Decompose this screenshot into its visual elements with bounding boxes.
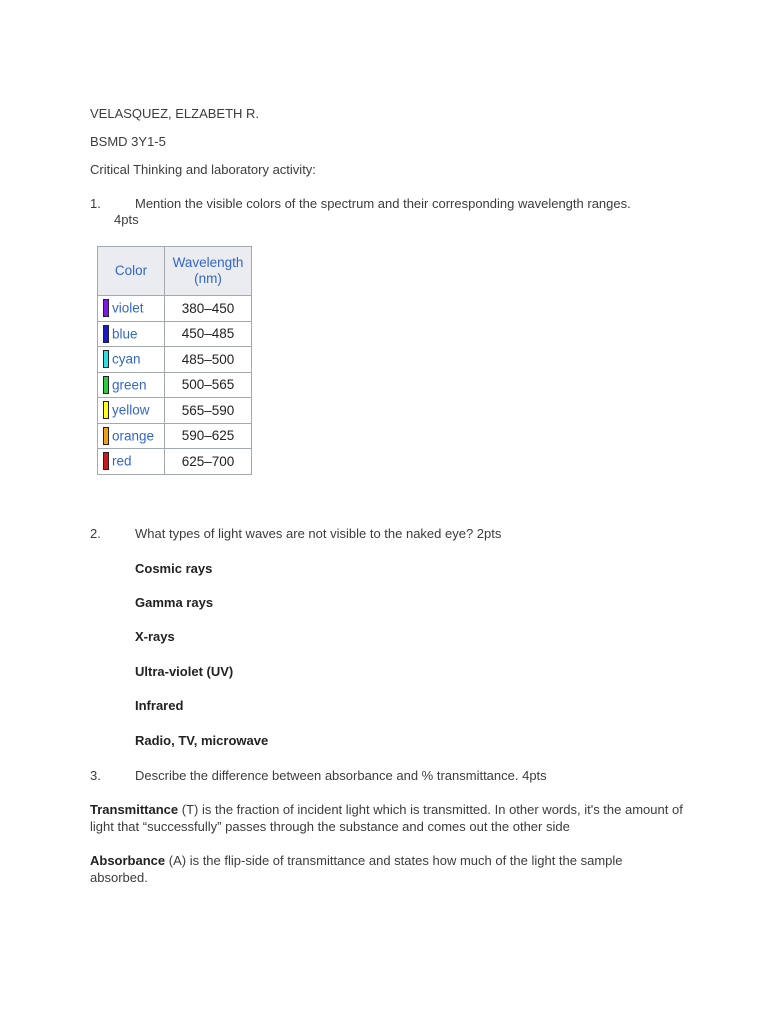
table-header-row	[98, 247, 252, 296]
header-wavelength-line2: (nm)	[194, 271, 222, 286]
answer-ultraviolet: Ultra-violet (UV)	[135, 664, 234, 679]
transmittance-term: Transmittance	[90, 802, 179, 817]
absorbance-paragraph	[90, 852, 670, 886]
q1-text: Mention the visible colors of the spectrum and their corresponding wavelength ranges.	[135, 196, 631, 211]
transmittance-paragraph	[90, 801, 690, 835]
color-swatch	[103, 401, 109, 419]
color-cell	[98, 296, 165, 322]
color-name: red	[112, 453, 132, 469]
student-section: BSMD 3Y1-5	[90, 134, 166, 149]
answer-x-rays: X-rays	[135, 629, 175, 644]
color-cell	[98, 398, 165, 424]
table-row	[98, 296, 252, 322]
color-name: yellow	[112, 402, 150, 418]
answer-cosmic-rays: Cosmic rays	[135, 561, 213, 576]
wavelength-range: 485–500	[165, 347, 252, 373]
header-color: Color	[98, 247, 165, 296]
color-swatch	[103, 325, 109, 343]
table-row	[98, 372, 252, 398]
student-name: VELASQUEZ, ELZABETH R.	[90, 106, 260, 121]
q3-number: 3.	[90, 768, 101, 783]
wavelength-range: 380–450	[165, 296, 252, 322]
color-swatch	[103, 376, 109, 394]
q2-number: 2.	[90, 526, 101, 541]
header-wavelength	[165, 247, 252, 296]
color-name: blue	[112, 326, 138, 342]
wavelength-range: 500–565	[165, 372, 252, 398]
table-row	[98, 398, 252, 424]
activity-title: Critical Thinking and laboratory activity:	[90, 162, 316, 177]
color-name: cyan	[112, 351, 141, 367]
wavelength-range: 565–590	[165, 398, 252, 424]
wavelength-range: 450–485	[165, 321, 252, 347]
color-cell	[98, 372, 165, 398]
color-cell	[98, 423, 165, 449]
absorbance-term: Absorbance	[90, 853, 166, 868]
answer-infrared: Infrared	[135, 698, 184, 713]
color-name: green	[112, 377, 147, 393]
color-cell	[98, 449, 165, 475]
header-wavelength-line1: Wavelength	[172, 255, 244, 270]
color-name: violet	[112, 300, 144, 316]
color-swatch	[103, 427, 109, 445]
color-name: orange	[112, 428, 155, 444]
color-swatch	[103, 350, 109, 368]
answer-gamma-rays: Gamma rays	[135, 595, 214, 610]
table-body	[98, 296, 252, 475]
answer-radio-tv-microwave: Radio, TV, microwave	[135, 733, 269, 748]
table-row	[98, 449, 252, 475]
color-swatch	[103, 299, 109, 317]
color-cell	[98, 321, 165, 347]
wavelength-range: 625–700	[165, 449, 252, 475]
transmittance-definition: (T) is the fraction of incident light which is transmitted. In other words, it's the amount of light that “successfully” passes through the substance and comes out the other side	[90, 802, 683, 834]
color-cell	[98, 347, 165, 373]
q3-text: Describe the difference between absorbance and % transmittance. 4pts	[135, 768, 547, 783]
table-row	[98, 321, 252, 347]
wavelength-range: 590–625	[165, 423, 252, 449]
q1-number: 1.	[90, 196, 101, 211]
spectrum-table	[97, 246, 252, 475]
absorbance-definition: (A) is the flip-side of transmittance and states how much of the light the sample absorbed.	[90, 853, 623, 885]
color-swatch	[103, 452, 109, 470]
table-row	[98, 423, 252, 449]
q2-text: What types of light waves are not visible to the naked eye? 2pts	[135, 526, 502, 541]
q1-points: 4pts	[114, 212, 139, 227]
table-row	[98, 347, 252, 373]
